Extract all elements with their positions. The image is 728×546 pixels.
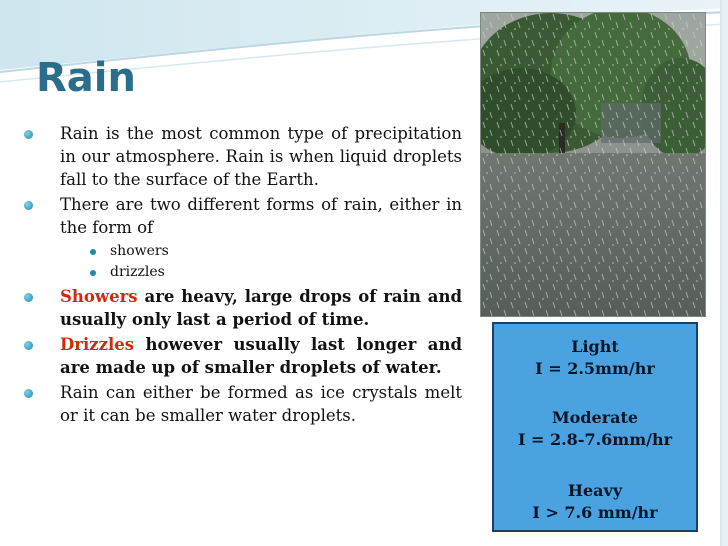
- bullet-icon: [24, 341, 33, 350]
- sub-bullet-text: showers: [110, 243, 169, 259]
- bullet-icon: [24, 130, 33, 139]
- bullet-icon: [24, 201, 33, 210]
- rain-intensity-box: [492, 322, 698, 532]
- light-value: I = 2.5mm/hr: [535, 359, 655, 378]
- moderate-value: I = 2.8-7.6mm/hr: [517, 430, 673, 449]
- heavy-label: Heavy: [567, 481, 623, 500]
- bullet-item: [22, 193, 462, 239]
- bullet-highlight: Showers: [60, 287, 138, 306]
- sub-bullet-item: [22, 241, 462, 262]
- bullet-icon: [24, 389, 33, 398]
- sub-bullet-item: [22, 262, 462, 283]
- slide-title: Rain: [36, 55, 136, 101]
- sub-bullet-text: drizzles: [110, 264, 165, 280]
- bullet-item: [22, 333, 462, 379]
- bullet-list: [22, 122, 462, 429]
- bullet-text: There are two different forms of rain, either in the form of: [60, 195, 462, 237]
- bullet-item: [22, 285, 462, 331]
- bullet-item: [22, 381, 462, 427]
- heavy-intensity-group: [494, 480, 696, 524]
- heavy-value: I > 7.6 mm/hr: [532, 503, 658, 522]
- moderate-intensity-group: [494, 407, 696, 451]
- rain-photo: [480, 12, 706, 317]
- bullet-text: Rain is the most common type of precipitation in our atmosphere. Rain is when liquid droplets fall to the surface of the Earth.: [60, 124, 462, 189]
- sub-bullet-icon: [90, 270, 96, 276]
- bullet-text: Rain can either be formed as ice crystals melt or it can be smaller water droplets.: [60, 383, 462, 425]
- bullet-text: however usually last longer and are made up of smaller droplets of water.: [60, 335, 462, 377]
- light-label: Light: [571, 337, 619, 356]
- bullet-icon: [24, 293, 33, 302]
- rain-photo-illustration: [481, 13, 705, 316]
- bullet-highlight: Drizzles: [60, 335, 135, 354]
- moderate-label: Moderate: [551, 408, 639, 427]
- bullet-text: are heavy, large drops of rain and usually only last a period of time.: [60, 287, 462, 329]
- slide-edge-decoration: [720, 0, 728, 546]
- light-intensity-group: [494, 336, 696, 380]
- sub-bullet-icon: [90, 249, 96, 255]
- bullet-item: [22, 122, 462, 191]
